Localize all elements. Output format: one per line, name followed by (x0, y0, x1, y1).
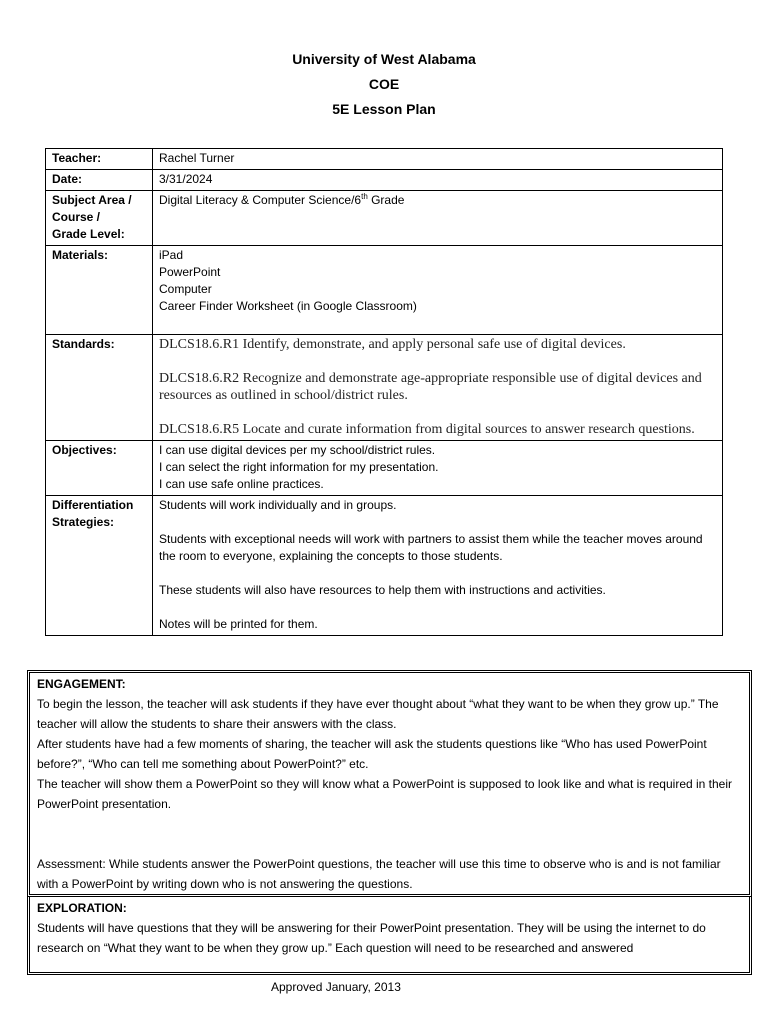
differentiation-row (46, 496, 723, 636)
materials-value (153, 246, 723, 335)
date-label: Date: (46, 170, 153, 191)
material-item: iPad (159, 248, 184, 262)
differentiation-label-line: Strategies: (52, 515, 115, 529)
materials-label: Materials: (46, 246, 153, 335)
standard-item: DLCS18.6.R1 Identify, demonstrate, and apply personal safe use of digital devices. (159, 337, 626, 352)
exploration-title: EXPLORATION: (37, 901, 127, 915)
teacher-row (46, 149, 723, 170)
subject-tail: Grade (367, 193, 405, 207)
subject-label (46, 191, 153, 246)
engagement-assessment: Assessment: While students answer the PowerPoint questions, the teacher will use this time to observe who is and is not familiar with a PowerPoint by writing down who is not answering the questions. (37, 857, 721, 891)
exploration-text: Students will have questions that they will be answering for their PowerPoint presentation. They will be using the internet to do research on “What they want to be when they grow up.” Each question will need to be researched and answered (37, 921, 706, 955)
standards-label: Standards: (46, 335, 153, 441)
teacher-label: Teacher: (46, 149, 153, 170)
subject-label-line: Subject Area / (52, 193, 132, 207)
differentiation-item: Students with exceptional needs will work with partners to assist them while the teacher moves around the room to everyone, explaining the concepts to those students. (159, 532, 703, 563)
materials-row (46, 246, 723, 335)
material-item: Computer (159, 282, 212, 296)
date-value: 3/31/2024 (153, 170, 723, 191)
differentiation-value (153, 496, 723, 636)
engagement-paragraph: The teacher will show them a PowerPoint so they will know what a PowerPoint is supposed to look like and what is required in their PowerPoint presentation. (37, 777, 733, 811)
differentiation-label (46, 496, 153, 636)
teacher-value: Rachel Turner (153, 149, 723, 170)
standard-item: DLCS18.6.R2 Recognize and demonstrate age-appropriate responsible use of digital devices and resources as outlined in school/district rules. (159, 371, 702, 403)
engagement-title: ENGAGEMENT: (37, 677, 126, 691)
subject-row (46, 191, 723, 246)
subject-ordinal: th (361, 192, 368, 201)
plan-title: 5E Lesson Plan (332, 101, 436, 117)
differentiation-item: These students will also have resources to help them with instructions and activities. (159, 583, 606, 597)
differentiation-item: Students will work individually and in groups. (159, 498, 397, 512)
differentiation-item: Notes will be printed for them. (159, 617, 318, 631)
objectives-row (46, 441, 723, 496)
approval-footer: Approved January, 2013 (271, 980, 401, 994)
subject-label-line: Course / (52, 210, 101, 224)
subject-label-line: Grade Level: (52, 227, 125, 241)
objectives-value (153, 441, 723, 496)
material-item: PowerPoint (159, 265, 221, 279)
material-item: Career Finder Worksheet (in Google Classroom) (159, 299, 417, 313)
subject-value (153, 191, 723, 246)
engagement-section (27, 670, 752, 897)
lesson-info-table (45, 148, 723, 636)
college-title: COE (368, 76, 400, 92)
differentiation-label-line: Differentiation (52, 498, 134, 512)
objective-item: I can use digital devices per my school/district rules. (159, 443, 436, 457)
objective-item: I can select the right information for my presentation. (159, 460, 439, 474)
standard-item: DLCS18.6.R5 Locate and curate information from digital sources to answer research questions. (159, 422, 695, 437)
university-title: University of West Alabama (292, 51, 476, 67)
exploration-section (27, 897, 752, 975)
engagement-paragraph: To begin the lesson, the teacher will ask students if they have ever thought about “what they want to be when they grow up.” The teacher will allow the students to share their answers with the class. (37, 697, 719, 731)
engagement-paragraph: After students have had a few moments of sharing, the teacher will ask the students questions like “Who has used PowerPoint before?”, “Who can tell me something about PowerPoint?” etc. (37, 737, 707, 771)
objective-item: I can use safe online practices. (159, 477, 324, 491)
subject-main: Digital Literacy & Computer Science/6 (159, 193, 362, 207)
standards-value (153, 335, 723, 441)
standards-row (46, 335, 723, 441)
date-row (46, 170, 723, 191)
objectives-label: Objectives: (46, 441, 153, 496)
